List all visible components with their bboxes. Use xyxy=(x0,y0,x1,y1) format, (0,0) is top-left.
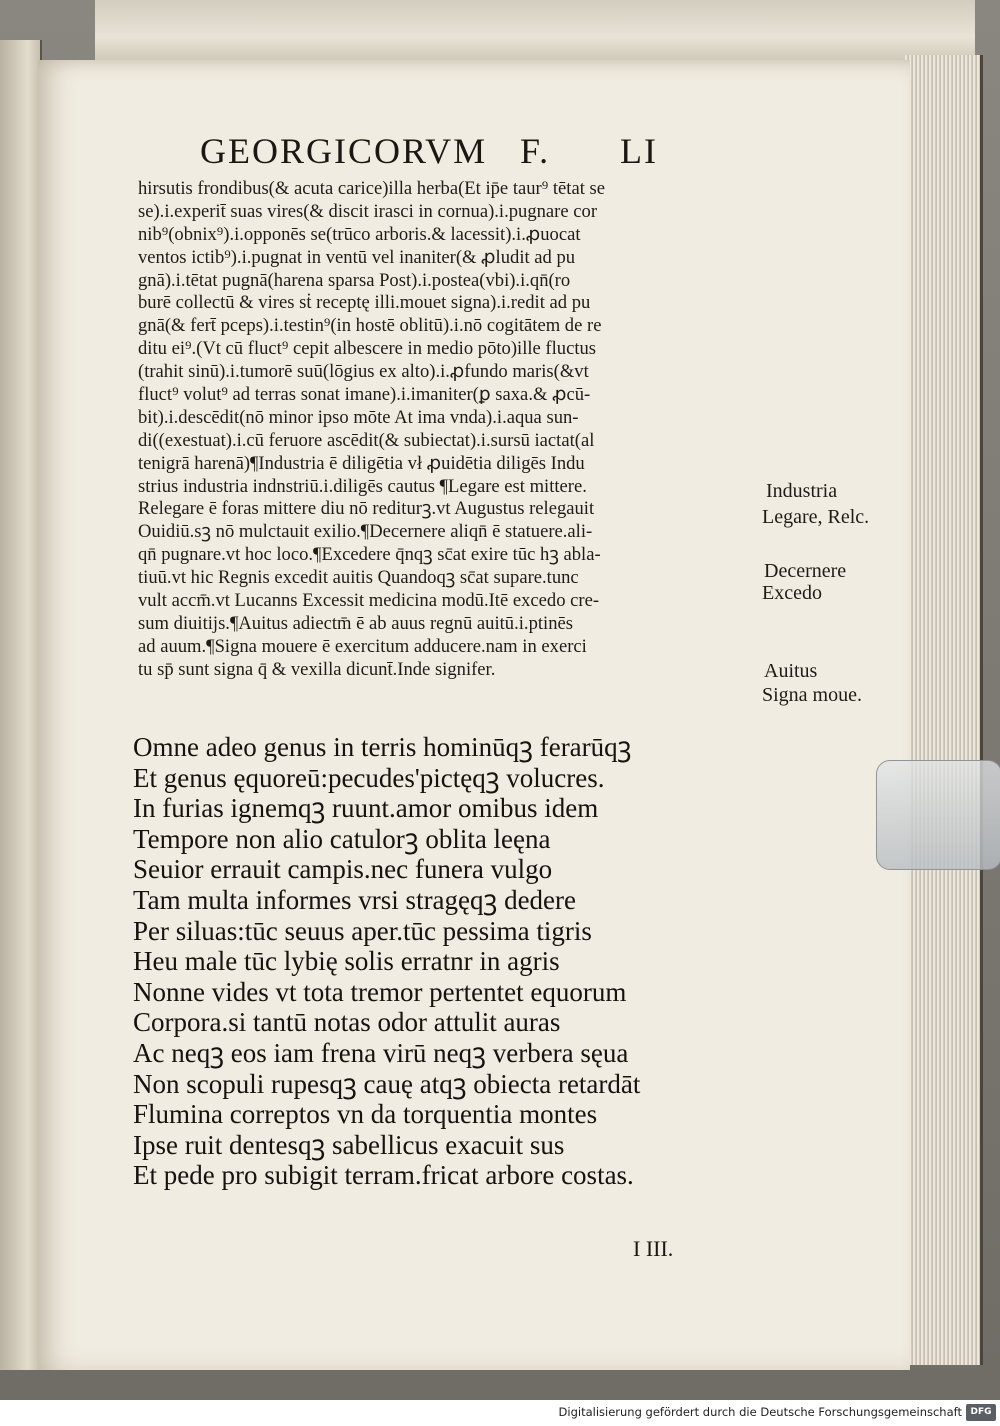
commentary-line: Ouidiū.sꝫ nō mulctauit exilio.¶Decernere aliqn̄ ē statuere.ali- xyxy=(138,521,593,543)
commentary-line: tu sp̄ sunt signa q̄ & vexilla dicunt̄.Inde signifer. xyxy=(138,658,496,680)
verse-line: Seuior errauit campis.nec funera vulgo xyxy=(133,854,553,885)
commentary-line: ditu ei⁹.(Vt cū fluct⁹ cepit albescere in medio pōto)ille fluctus xyxy=(138,338,597,360)
verse-line: Heu male tūc lybię solis erratnr in agris xyxy=(133,946,560,977)
commentary-line: Relegare ē foras mittere diu nō rediturꝫ.vt Augustus relegauit xyxy=(138,498,595,520)
dfg-logo-icon: DFG xyxy=(966,1404,996,1421)
commentary-line: bit).i.descēdit(nō minor ipso mōte At ima vnda).i.aqua sun- xyxy=(138,406,579,428)
verse-line: Ac neqꝫ eos iam frena virū neqꝫ verbera sęua xyxy=(133,1037,629,1068)
commentary-line: tenigrā harenā)¶Industria ē diligētia vł ꝓuidētia diligēs Indu xyxy=(138,452,585,474)
margin-note: Auitus xyxy=(764,660,818,682)
commentary-line: qn̄ pugnare.vt hoc loco.¶Excedere q̄nqꝫ sc̄at exire tūc hꝫ abla- xyxy=(138,544,601,566)
commentary-line: gnā).i.tētat pugnā(harena sparsa Post).i.postea(vbi).i.qn̄(ro xyxy=(138,269,571,291)
page-title: GEORGICORVM xyxy=(200,131,488,171)
commentary-line: (trahit sinū).i.tumorē suū(lōgius ex alto).i.ꝓfundo maris(&vt xyxy=(138,361,589,383)
commentary-line: ad auum.¶Signa mouere ē exercitum adducere.nam in exerci xyxy=(138,635,587,657)
commentary-line: tiuū.vt hic Regnis excedit auitis Quandoqꝫ sc̄at supare.tunc xyxy=(138,567,579,589)
verse-line: Ipse ruit dentesqꝫ sabellicus exacuit sus xyxy=(133,1129,565,1160)
commentary-line: nib⁹(obnix⁹).i.opponēs se(trūco arboris.& lacessit).i.ꝓuocat xyxy=(138,223,581,245)
footer-bar xyxy=(0,1400,1000,1426)
margin-note: Signa moue. xyxy=(762,684,862,706)
commentary-line: se).i.experit̄ suas vires(& discit irasci in cornua).i.pugnare cor xyxy=(138,200,598,222)
verse-line: Et genus ęquoreū:pecudes'pictęqꝫ volucres. xyxy=(133,762,605,793)
margin-note: Decernere xyxy=(764,560,847,582)
verse-line: Flumina correptos vn da torquentia montes xyxy=(133,1099,598,1130)
margin-note: Excedo xyxy=(762,582,822,604)
commentary-line: sum diuitijs.¶Auitus adiectm̄ ē ab auus regnū auitū.i.ptinēs xyxy=(138,612,573,634)
margin-note: Legare, Relc. xyxy=(762,506,870,528)
book-top-edge xyxy=(95,0,975,62)
commentary-line: strius industria indnstriū.i.diligēs cautus ¶Legare est mittere. xyxy=(138,475,587,497)
commentary-line: di((exestuat).i.cū feruore ascēdit(& subiectat).i.sursū iactat(al xyxy=(138,429,595,451)
facing-page-edge xyxy=(0,40,42,1370)
commentary-line: fluct⁹ volut⁹ ad terras sonat imane).i.imaniter(ꝑ saxa.& ꝓcū- xyxy=(138,384,591,406)
verse-line: In furias ignemqꝫ ruunt.amor omibus idem xyxy=(133,793,599,824)
verse-line: Omne adeo genus in terris hominūqꝫ ferarūqꝫ xyxy=(133,732,632,762)
commentary-line: ventos ictib⁹).i.pugnat in ventū vel inaniter(& ꝓludit ad pu xyxy=(138,246,576,268)
commentary-line: gnā(& fert̄ pceps).i.testin⁹(in hostē oblitū).i.nō cogitātem de re xyxy=(138,315,602,337)
verse-line: Tempore non alio catulorꝫ oblita leęna xyxy=(133,823,551,854)
verse-line: Nonne vides vt tota tremor pertentet equorum xyxy=(133,976,627,1007)
verse-line: Et pede pro subigit terram.fricat arbore costas. xyxy=(133,1160,634,1191)
margin-note: Industria xyxy=(766,480,838,502)
commentary-line: vult accm̄.vt Lucanns Excessit medicina modū.Itē excedo cre- xyxy=(138,590,600,612)
footer-credit: Digitalisierung gefördert durch die Deutsche Forschungsgemeinschaft xyxy=(558,1405,962,1419)
verse-line: Tam multa informes vrsi stragęqꝫ dedere xyxy=(133,884,577,915)
commentary-block xyxy=(138,178,778,682)
verse-line: Corpora.si tantū notas odor attulit auras xyxy=(133,1007,561,1038)
page-edges xyxy=(905,55,983,1365)
signature-mark: I III. xyxy=(633,1236,674,1261)
verse-line: Per siluas:tūc seuus aper.tūc pessima tigris xyxy=(133,915,592,946)
commentary-line: burē collectū & vires sṫ receptę illi.mouet signa).i.redit ad pu xyxy=(138,292,591,314)
page-clip xyxy=(876,760,1000,870)
verse-block xyxy=(133,732,640,1191)
commentary-line: hirsutis frondibus(& acuta carice)illa herba(Et ip̄e taur⁹ tētat se xyxy=(138,178,606,199)
folio-number: LI xyxy=(620,131,658,171)
folio-label: F. xyxy=(520,131,551,171)
verse-line: Non scopuli rupesqꝫ cauę atqꝫ obiecta retardāt xyxy=(133,1068,641,1099)
